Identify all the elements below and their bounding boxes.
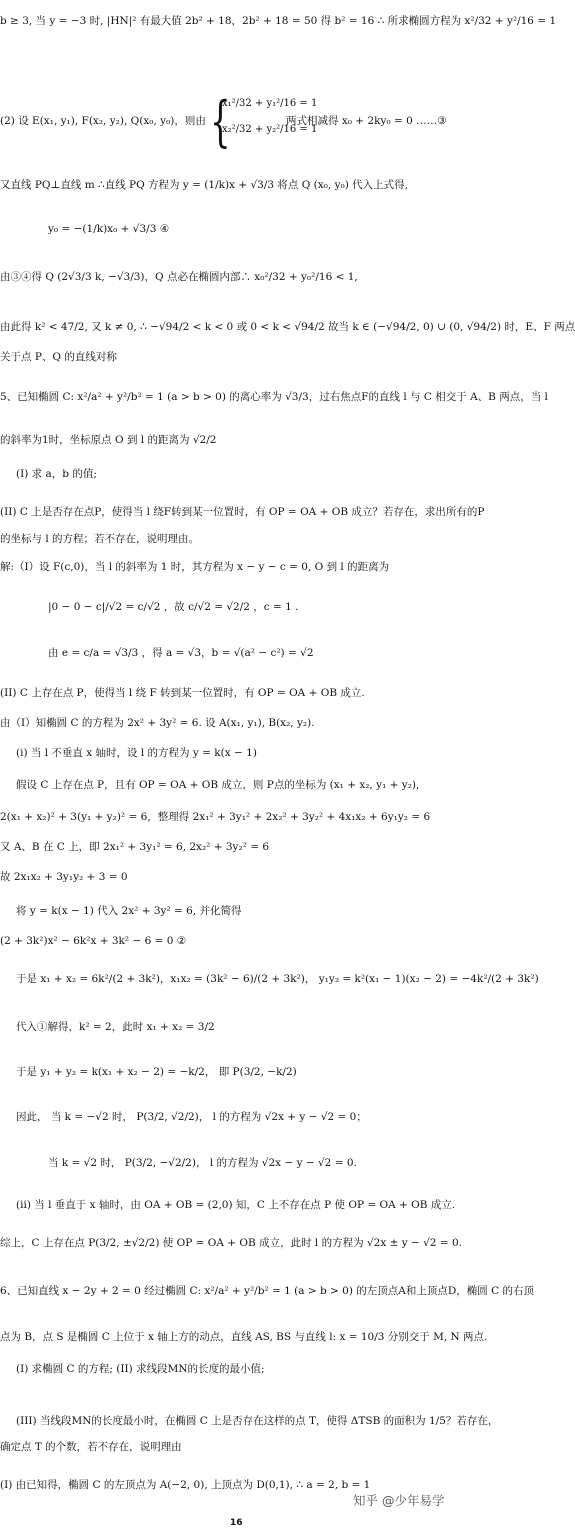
equation-line: 2(x₁ + x₂)² + 3(y₁ + y₂)² = 6，整理得 2x₁² + 3y₁² + 2x₂² + 3y₂² + 4x₁x₂ + 6y₁y₂ = 6 <box>0 811 431 823</box>
text-line: 代入①解得，k² = 2，此时 x₁ + x₂ = 3/2 <box>16 1021 215 1033</box>
text-line: (2) 设 E(x₁, y₁), F(x₂, y₂), Q(x₀, y₀)，则由 <box>0 115 206 127</box>
text-line: 关于点 P、Q 的直线对称 <box>0 351 117 363</box>
text-line: 将 y = k(x − 1) 代入 2x² + 3y² = 6, 并化简得 <box>16 905 242 917</box>
text-line: 又直线 PQ⊥直线 m ∴直线 PQ 方程为 y = (1/k)x + √3/3 将点 Q (x₀, y₀) 代入上式得, <box>0 179 408 191</box>
text-line: (II) C 上存在点 P，使得当 l 绕 F 转到某一位置时，有 OP = OA + OB 成立. <box>0 687 365 699</box>
text-line: 于是 y₁ + y₂ = k(x₁ + x₂ − 2) = −k/2， 即 P(3/2, −k/2) <box>16 1066 297 1078</box>
text-line: 假设 C 上存在点 P，且有 OP = OA + OB 成立，则 P点的坐标为 (x₁ + x₂, y₁ + y₂), <box>16 779 420 791</box>
text-line: 解:（I）设 F(c,0)，当 l 的斜率为 1 时，其方程为 x − y − c = 0, O 到 l 的距离为 <box>0 561 390 573</box>
text-line: 由此得 k² < 47/2, 又 k ≠ 0, ∴ −√94/2 < k < 0 或 0 < k < √94/2 故当 k ∈ (−√94/2, 0) ∪ (0, √94/2) 时，E、F 两点 <box>0 321 575 333</box>
text-line: (I) 由已知得，椭圆 C 的左顶点为 A(−2, 0), 上顶点为 D(0,1), ∴ a = 2, b = 1 <box>0 1479 371 1491</box>
text-line: (I) 求 a，b 的值; <box>16 468 97 480</box>
text-line: 点为 B，点 S 是椭圆 C 上位于 x 轴上方的动点，直线 AS, BS 与直线 l: x = 10/3 分别交于 M, N 两点. <box>0 1331 488 1343</box>
problem-statement: 5、已知椭圆 C: x²/a² + y²/b² = 1 (a > b > 0) 的离心率为 √3/3，过右焦点F的直线 l 与 C 相交于 A、B 两点，当 l <box>0 391 548 403</box>
text-line: 故 2x₁x₂ + 3y₁y₂ + 3 = 0 <box>0 871 128 883</box>
equation-line: 由 e = c/a = √3/3 ，得 a = √3，b = √(a² − c²) = √2 <box>48 647 314 659</box>
watermark: 知乎 @少年易学 <box>353 1493 445 1508</box>
text-line: 当 k = √2 时， P(3/2, −√2/2)， l 的方程为 √2x − y − √2 = 0. <box>48 1157 357 1169</box>
text-line: 的坐标与 l 的方程；若不存在，说明理由。 <box>0 533 200 545</box>
equation-line: |0 − 0 − c|/√2 = c/√2 ，故 c/√2 = √2/2 ，c = 1 . <box>48 601 299 613</box>
system-equation: x₂²/32 + y₂²/16 = 1 <box>222 124 318 135</box>
text-line: b ≥ 3, 当 y = −3 时, |HN|² 有最大值 2b² + 18，2b² + 18 = 50 得 b² = 16 ∴ 所求椭圆方程为 x²/32 + y²/16 = 1 <box>0 15 557 27</box>
problem-statement: 6、已知直线 x − 2y + 2 = 0 经过椭圆 C: x²/a² + y²/b² = 1 (a > b > 0) 的左顶点A和上顶点D，椭圆 C 的右顶 <box>0 1285 534 1297</box>
text-line: 因此， 当 k = −√2 时， P(3/2, √2/2)， l 的方程为 √2x + y − √2 = 0； <box>16 1111 367 1123</box>
text-line: 又 A、B 在 C 上，即 2x₁² + 3y₁² = 6, 2x₂² + 3y₂² = 6 <box>0 841 270 853</box>
equation-line: 于是 x₁ + x₂ = 6k²/(2 + 3k²)，x₁x₂ = (3k² − 6)/(2 + 3k²)， y₁y₂ = k²(x₁ − 1)(x₂ − 2) = −4k²/(2 + 3k²) <box>16 973 539 985</box>
equation-line: (2 + 3k²)x² − 6k²x + 3k² − 6 = 0 ② <box>0 935 187 947</box>
text-line: (ii) 当 l 垂直于 x 轴时，由 OA + OB = (2,0) 知，C 上不存在点 P 使 OP = OA + OB 成立. <box>16 1199 456 1211</box>
brace-symbol: { <box>210 90 231 153</box>
text-line: y₀ = −(1/k)x₀ + √3/3 ④ <box>48 223 170 235</box>
text-line: 综上，C 上存在点 P(3/2, ±√2/2) 使 OP = OA + OB 成立，此时 l 的方程为 √2x ± y − √2 = 0. <box>0 1237 462 1249</box>
text-line: (III) 当线段MN的长度最小时，在椭圆 C 上是否存在这样的点 T，使得 ΔTSB 的面积为 1/5？若存在， <box>16 1415 499 1427</box>
text-line: 由（I）知椭圆 C 的方程为 2x² + 3y² = 6. 设 A(x₁, y₁), B(x₂, y₂). <box>0 717 315 729</box>
page-number: 16 <box>230 1518 243 1528</box>
text-line: 确定点 T 的个数，若不存在，说明理由 <box>0 1441 182 1453</box>
system-equation: x₁²/32 + y₁²/16 = 1 <box>222 98 318 109</box>
text-line: 由③④得 Q (2√3/3 k, −√3/3)，Q 点必在椭圆内部∴ x₀²/32 + y₀²/16 < 1, <box>0 271 358 283</box>
text-line: (II) C 上是否存在点P，使得当 l 绕F转到某一位置时，有 OP = OA + OB 成立？若存在，求出所有的P <box>0 506 485 518</box>
text-line: 的斜率为1时，坐标原点 O 到 l 的距离为 √2/2 <box>0 434 217 446</box>
text-line: 两式相减得 x₀ + 2ky₀ = 0 ……③ <box>286 115 447 127</box>
text-line: (i) 当 l 不垂直 x 轴时，设 l 的方程为 y = k(x − 1) <box>16 747 257 759</box>
text-line: (I) 求椭圆 C 的方程; (II) 求线段MN的长度的最小值; <box>16 1363 265 1375</box>
